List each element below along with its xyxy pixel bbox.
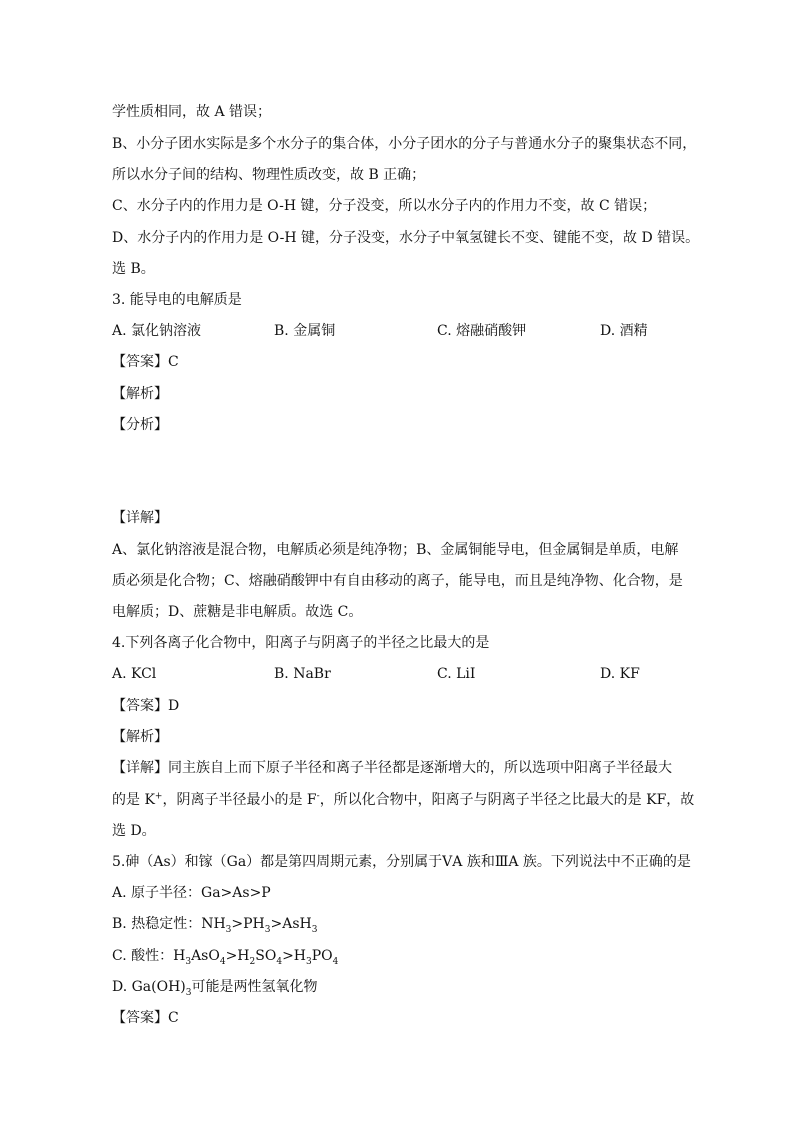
q4-detail-line: 选 D。: [112, 823, 156, 839]
text-line: C、水分子内的作用力是 O-H 键，分子没变，所以水分子内的作用力不变，故 C 错误；: [112, 198, 657, 214]
q4-analysis: 【解析】: [112, 729, 168, 745]
q5-option-d: [112, 977, 712, 997]
q4-option-b: B. NaBr: [274, 666, 331, 682]
q5-answer: 【答案】C: [112, 1010, 179, 1026]
q4-answer: 【答案】D: [112, 698, 180, 714]
subscript: 4: [332, 956, 339, 967]
superscript: +: [154, 791, 163, 802]
subscript: 3: [185, 956, 192, 967]
q4-detail-text: 的是 K: [112, 792, 155, 808]
q3-option-a: A. 氯化钠溶液: [112, 323, 202, 339]
formula-text: >H: [282, 948, 307, 964]
formula-text: B. 热稳定性：NH: [112, 916, 226, 932]
q3-detail-line: A、氯化钠溶液是混合物，电解质必须是纯净物；B、金属铜能导电，但金属铜是单质，电解: [112, 542, 679, 558]
question-4-stem: 4.下列各离子化合物中，阳离子与阴离子的半径之比最大的是: [112, 635, 490, 651]
q4-detail-text: ，所以化合物中，阳离子与阴离子半径之比最大的是 KF，故: [319, 792, 695, 808]
formula-text: C. 酸性：H: [112, 948, 186, 964]
q4-detail-line: 【详解】同主族自上而下原子半径和离子半径都是逐渐增大的，所以选项中阳离子半径最大: [112, 760, 672, 776]
formula-text: PO: [311, 948, 333, 964]
text-line: D、水分子内的作用力是 O-H 键，分子没变，水分子中氧氢键长不变、键能不变，故 D 错误。: [112, 230, 700, 246]
formula-text: >PH: [231, 916, 265, 932]
subscript: 4: [219, 956, 226, 967]
q4-option-a: A. KCl: [112, 666, 157, 682]
q3-option-b: B. 金属铜: [274, 323, 336, 339]
formula-text: >H: [225, 948, 250, 964]
question-5-stem: 5.砷（As）和镓（Ga）都是第四周期元素，分别属于ⅤA 族和ⅢA 族。下列说法中不正确的是: [112, 854, 691, 870]
superscript: -: [316, 791, 320, 802]
q5-option-b: [112, 914, 712, 934]
subscript: 3: [185, 987, 192, 998]
q4-option-c: C. LiI: [437, 666, 476, 682]
q3-detail-line: 质必须是化合物；C、熔融硝酸钾中有自由移动的离子，能导电，而且是纯净物、化合物，是: [112, 573, 683, 589]
subscript: 3: [311, 924, 318, 935]
formula-text: 可能是两性氢氧化物: [191, 979, 318, 995]
text-line: 选 B。: [112, 261, 155, 277]
q3-detail-title: 【详解】: [112, 510, 168, 526]
subscript: 4: [276, 956, 283, 967]
formula-text: AsO: [191, 948, 220, 964]
subscript: 3: [225, 924, 232, 935]
q3-answer: 【答案】C: [112, 354, 179, 370]
q3-fenxi: 【分析】: [112, 417, 168, 433]
q4-detail-text: ，阴离子半径最小的是 F: [162, 792, 317, 808]
formula-text: >AsH: [270, 916, 312, 932]
q3-option-c: C. 熔融硝酸钾: [437, 323, 527, 339]
formula-text: D. Ga(OH): [112, 979, 186, 995]
text-line: 所以水分子间的结构、物理性质改变，故 B 正确；: [112, 167, 426, 183]
q3-analysis: 【解析】: [112, 386, 168, 402]
question-3-stem: 3. 能导电的电解质是: [112, 292, 242, 308]
q4-option-d: D. KF: [600, 666, 640, 682]
q3-detail-line: 电解质；D、蔗糖是非电解质。故选 C。: [112, 604, 363, 620]
q4-detail-line: [112, 790, 712, 810]
q5-option-c: [112, 946, 712, 966]
text-line: 学性质相同，故 A 错误；: [112, 104, 272, 120]
text-line: B、小分子团水实际是多个水分子的集合体，小分子团水的分子与普通水分子的聚集状态不同，: [112, 136, 697, 152]
subscript: 3: [264, 924, 271, 935]
subscript: 3: [306, 956, 312, 967]
formula-text: SO: [255, 948, 277, 964]
q3-option-d: D. 酒精: [600, 323, 648, 339]
subscript: 2: [249, 956, 256, 967]
q5-option-a: A. 原子半径：Ga>As>P: [112, 885, 271, 901]
